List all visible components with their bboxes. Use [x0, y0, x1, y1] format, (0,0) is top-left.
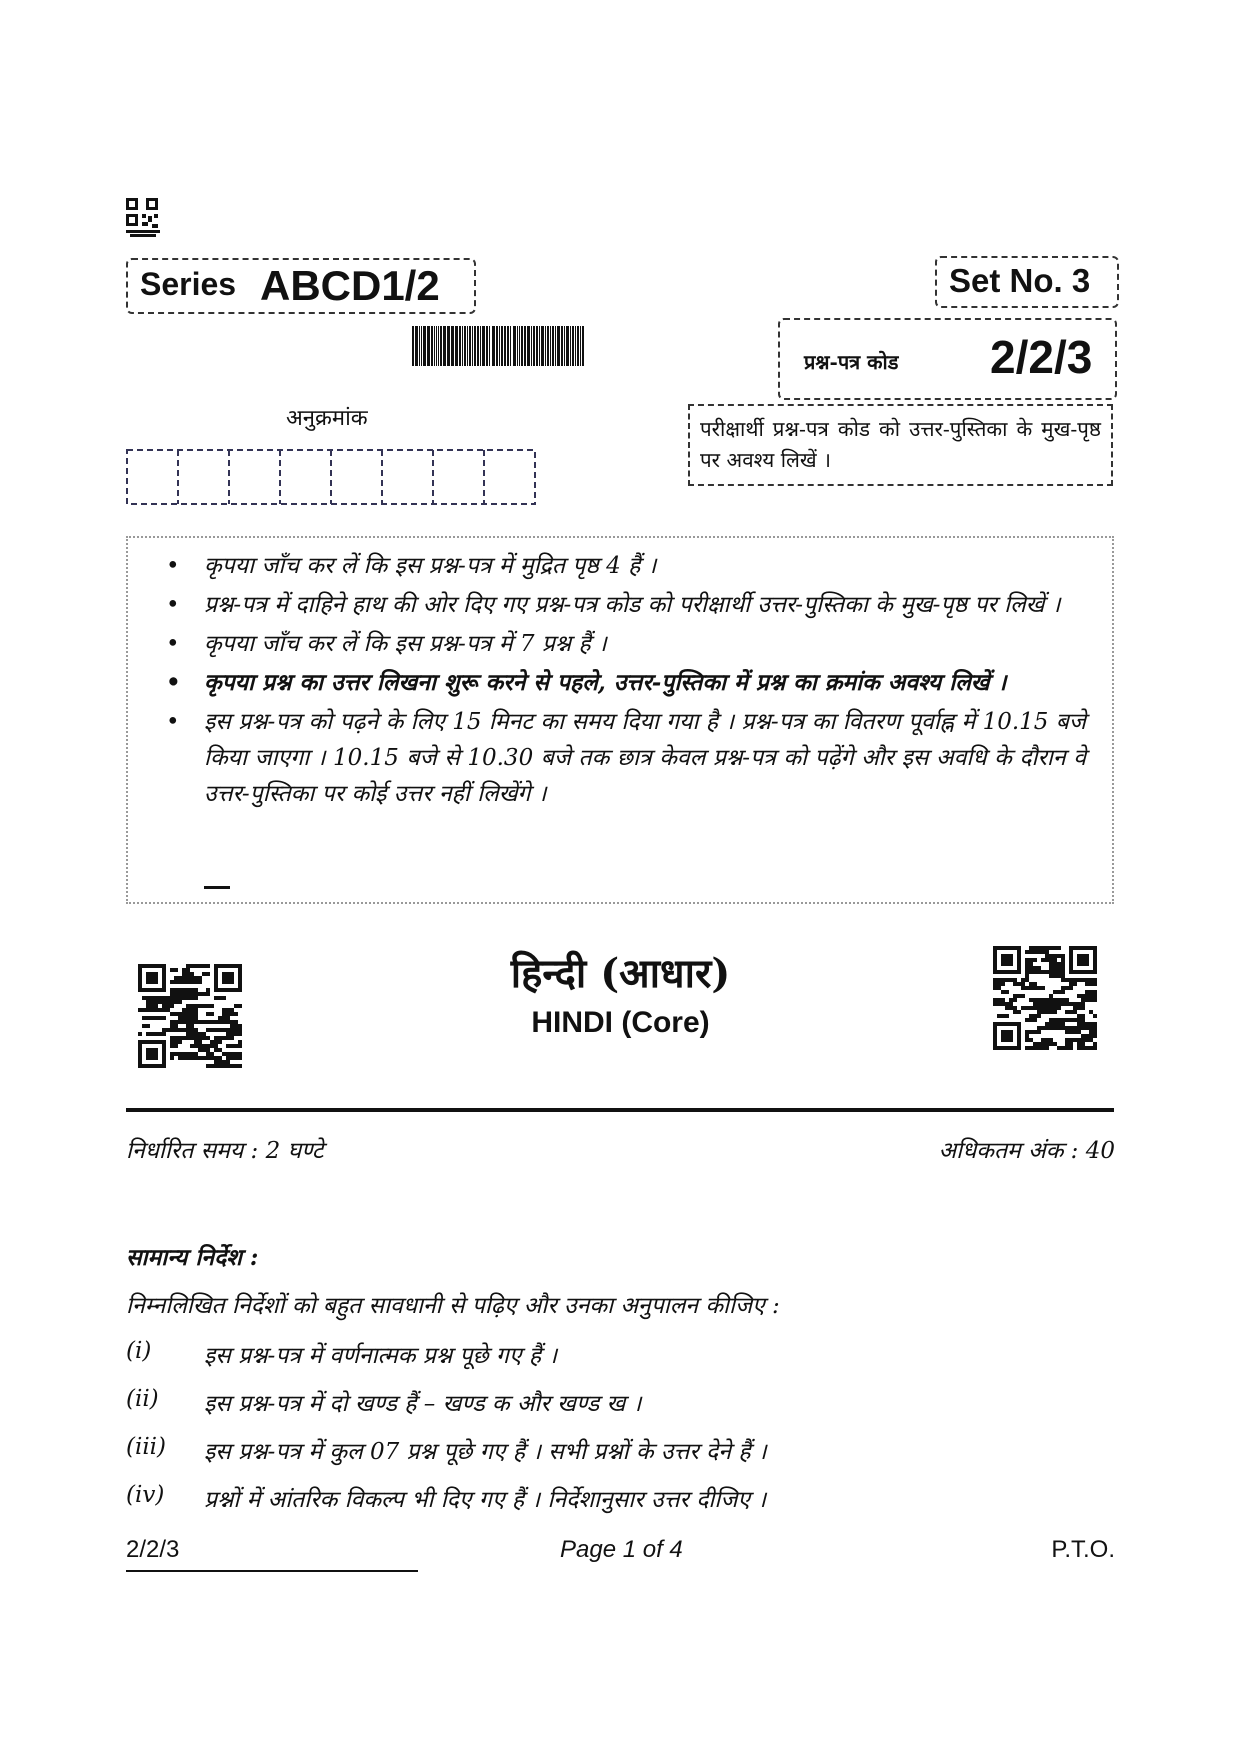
item-text: इस प्रश्न-पत्र में कुल 07 प्रश्न पूछे गए हैं । सभी प्रश्नों के उत्तर देने हैं ।: [204, 1439, 767, 1465]
item-text: इस प्रश्न-पत्र में दो खण्ड हैं – खण्ड क और खण्ड ख ।: [204, 1391, 642, 1417]
series-label: Series: [140, 266, 237, 302]
subject-hindi-title: हिन्दी (आधार): [510, 950, 731, 997]
divider: [126, 1108, 1114, 1112]
paper-code-note: परीक्षार्थी प्रश्न-पत्र कोड को उत्तर-पुस्तिका के मुख-पृष्ठ पर अवश्य लिखें ।: [688, 404, 1113, 486]
instruction-item: [128, 665, 1112, 701]
paper-code-label: प्रश्न-पत्र कोड: [804, 350, 899, 374]
bullet-icon: •: [166, 631, 180, 657]
item-number: (i): [126, 1338, 152, 1364]
instruction-item: [128, 626, 1112, 662]
instructions-list: [128, 548, 1112, 815]
set-number-box: [935, 256, 1119, 308]
instruction-item: [128, 548, 1112, 584]
bullet-icon: •: [166, 709, 180, 735]
please-turn-over: P.T.O.: [1051, 1536, 1115, 1563]
item-text: इस प्रश्न-पत्र में वर्णनात्मक प्रश्न पूछे गए हैं ।: [204, 1343, 558, 1369]
set-number: Set No. 3: [949, 262, 1091, 299]
series-box: [126, 258, 476, 314]
item-text: प्रश्नों में आंतरिक विकल्प भी दिए गए हैं । निर्देशानुसार उत्तर दीजिए ।: [204, 1487, 767, 1513]
item-number: (iv): [126, 1482, 165, 1508]
paper-code-box: [778, 318, 1117, 400]
roll-number-boxes[interactable]: [126, 449, 536, 505]
instructions-box: [126, 536, 1114, 904]
instruction-text: प्रश्न-पत्र में दाहिने हाथ की ओर दिए गए प्रश्न-पत्र कोड को परीक्षार्थी उत्तर-पुस्तिका के मुख-पृष्ठ पर लिखें ।: [204, 592, 1061, 618]
bullet-icon: •: [166, 669, 181, 696]
instruction-text: इस प्रश्न-पत्र को पढ़ने के लिए 15 मिनट का समय दिया गया है । प्रश्न-पत्र का वितरण पूर्वाह्न में 10.15 बजे किया जाएगा । 10.15 बजे से 10.30 बजे तक छात्र केवल प्रश्न-पत्र को पढ़ेंगे और इस अवधि के दौरान वे उत्तर-पुस्तिका पर कोई उत्तर नहीं लिखेंगे ।: [204, 709, 1086, 807]
footer-line: [126, 1570, 418, 1572]
page-number: Page 1 of 4: [560, 1536, 683, 1563]
footer-paper-code: 2/2/3: [126, 1536, 180, 1563]
instruction-text: कृपया जाँच कर लें कि इस प्रश्न-पत्र में मुद्रित पृष्ठ 4 हैं ।: [204, 553, 657, 579]
maximum-marks: अधिकतम अंक : 40: [938, 1138, 1115, 1164]
barcode-icon: [412, 326, 584, 366]
item-number: (iii): [126, 1434, 167, 1460]
qr-code-icon: [138, 964, 242, 1068]
roll-number-label: अनुक्रमांक: [286, 406, 368, 431]
subject-english-title: HINDI (Core): [531, 1006, 710, 1039]
instruction-item: [128, 704, 1112, 812]
bullet-icon: •: [166, 592, 180, 618]
general-instructions-intro: निम्नलिखित निर्देशों को बहुत सावधानी से पढ़िए और उनका अनुपालन कीजिए :: [126, 1293, 780, 1319]
instruction-text: कृपया प्रश्न का उत्तर लिखना शुरू करने से पहले, उत्तर-पुस्तिका में प्रश्न का क्रमांक अवश्य लिखें ।: [204, 669, 1007, 696]
series-value: ABCD1/2: [260, 262, 440, 309]
small-qr-code-icon: [126, 198, 160, 238]
general-instructions-heading: सामान्य निर्देश :: [126, 1244, 259, 1271]
time-allowed: निर्धारित समय : 2 घण्टे: [126, 1138, 324, 1164]
qr-code-icon: [993, 946, 1097, 1050]
item-number: (ii): [126, 1386, 159, 1412]
instruction-text: कृपया जाँच कर लें कि इस प्रश्न-पत्र में 7 प्रश्न हैं ।: [204, 631, 607, 657]
dash-mark: [204, 886, 230, 889]
paper-code-value: 2/2/3: [990, 331, 1093, 383]
bullet-icon: •: [166, 553, 180, 579]
instruction-item: [128, 587, 1112, 623]
